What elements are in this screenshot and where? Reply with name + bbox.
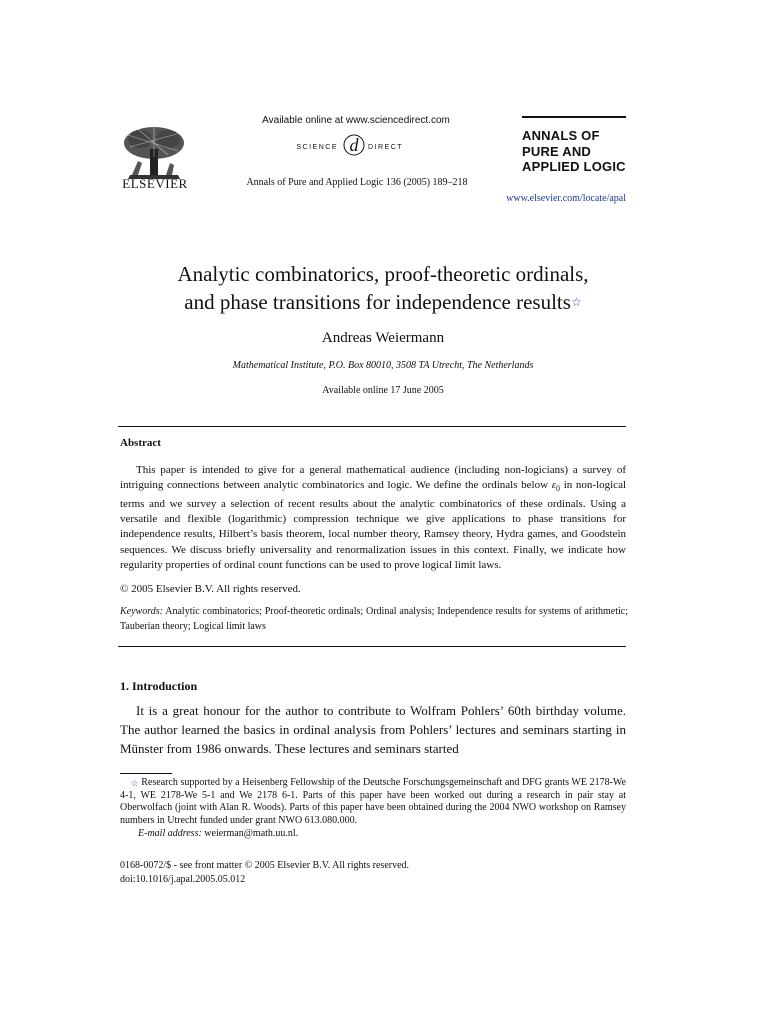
paper-title-line2: and phase transitions for independence results (184, 290, 571, 314)
title-footnote-star-icon[interactable]: ☆ (570, 295, 582, 309)
author-email (138, 828, 298, 839)
email-label: E-mail address: (138, 828, 202, 839)
sd-logo-right: DIRECT (368, 144, 404, 151)
journal-url-link[interactable]: www.elsevier.com/locate/apal (506, 193, 626, 204)
front-matter-notice: 0168-0072/$ - see front matter © 2005 Elsevier B.V. All rights reserved. (120, 860, 410, 871)
abstract-heading: Abstract (120, 437, 161, 449)
footnote-text: Research supported by a Heisenberg Fellowship of the Deutsche Forschungsgemeinschaft and DFG grants WE 2178-We 4-1, WE 2178-We 5-1 and We 2178 6-1. Parts of this paper have been worked out during a research in pair stay at Oberwolfach (joint with Alan R. Woods). Parts of this paper have been obtained during the 2004 NWO workshop on Ramsey numbers in Utrecht funded under grant NWO 613.080.000. (120, 777, 626, 826)
journal-title-line2: PURE AND (522, 143, 592, 159)
sciencedirect-logo (268, 130, 448, 160)
paper-title (80, 260, 686, 316)
abstract-copyright: © 2005 Elsevier B.V. All rights reserved. (120, 583, 301, 595)
sd-logo-left: SCIENCE (296, 144, 338, 151)
epsilon-subscript: 0 (556, 484, 561, 494)
author-affiliation: Mathematical Institute, P.O. Box 80010, 3508 TA Utrecht, The Netherlands (232, 360, 534, 371)
introduction-paragraph: It is a great honour for the author to contribute to Wolfram Pohlers’ 60th birthday volume. The author learned the basics in ordinal analysis from Pohlers’ lectures and seminars starting in Münster from 1986 onwards. These lectures and seminars started (120, 703, 626, 756)
doi-link[interactable]: doi:10.1016/j.apal.2005.05.012 (120, 874, 246, 885)
journal-title-rule (522, 116, 626, 118)
email-address[interactable]: weierman@math.uu.nl. (204, 828, 299, 839)
epsilon-symbol: ε (551, 479, 557, 492)
footnote (120, 777, 626, 827)
keywords (120, 604, 628, 634)
publisher-name: ELSEVIER (122, 176, 188, 191)
journal-citation: Annals of Pure and Applied Logic 136 (2005) 189–218 (246, 177, 468, 188)
abstract-text-1: This paper is intended to give for a general mathematical audience (including non-logicians) a survey of intriguing connections between analytic combinatorics and logic. We define the ordinals below (120, 464, 626, 492)
sciencedirect-available[interactable]: Available online at www.sciencedirect.com (262, 115, 450, 126)
abstract-text-2: in non-logical terms and we survey a selection of recent results about the analytic combinatorics of these ordinals. Using a versatile and flexible (logarithmic) compression technique we give applications to phase transitions for independence results, Hilbert’s basis theorem, local number theory, Ramsey theory, Hydra games, and Goodstein sequences. We discuss briefly universality and renormalization issues in this context. Finally, we indicate how regularity properties of ordinal count functions can be used to prove logical limit laws. (120, 479, 627, 571)
journal-title-line3: APPLIED LOGIC (522, 159, 626, 174)
footnote-star-icon: ☆ (130, 778, 139, 788)
author-name: Andreas Weiermann (321, 330, 445, 346)
keywords-text: Analytic combinatorics; Proof-theoretic ordinals; Ordinal analysis; Independence results for systems of arithmetic; Tauberian theory; Logical limit laws (120, 606, 628, 632)
abstract-body (120, 463, 626, 573)
journal-title-line1: ANNALS OF (522, 128, 600, 143)
section-heading-introduction: 1. Introduction (120, 679, 198, 693)
sd-logo-mid: d (349, 135, 359, 155)
journal-title (522, 128, 632, 175)
abstract-bottom-rule (118, 646, 626, 647)
available-online-date: Available online 17 June 2005 (322, 385, 444, 396)
abstract-top-rule (118, 426, 626, 427)
footnote-rule (120, 773, 172, 774)
paper-title-line1: Analytic combinatorics, proof-theoretic ordinals, (177, 262, 589, 286)
keywords-label: Keywords: (120, 606, 163, 617)
